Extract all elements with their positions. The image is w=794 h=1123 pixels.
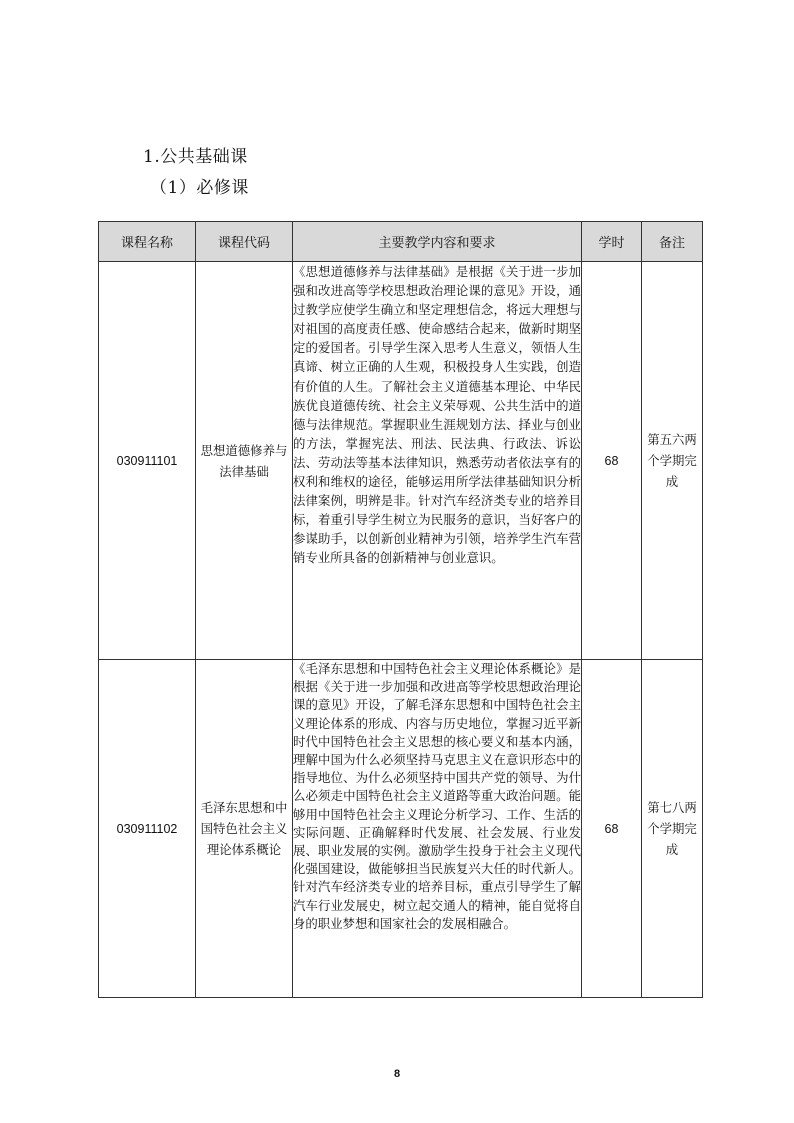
course-code-cell: 030911101 [99,262,196,660]
course-content-text: 《思想道德修养与法律基础》是根据《关于进一步加强和改进高等学校思想政治理论课的意见》开设，通过教学应使学生确立和坚定理想信念，将远大理想与对祖国的高度责任感、使命感结合起来，做新时期坚定的爱国者。引导学生深入思考人生意义，领悟人生真谛、树立正确的人生观，积极投身人生实践，创造有价值的人生。了解社会主义道德基本理论、中华民族优良道德传统、社会主义荣辱观、公共生活中的道德与法律规范。掌握职业生涯规划方法、择业与创业的方法，掌握宪法、刑法、民法典、行政法、诉讼法、劳动法等基本法律知识，熟悉劳动者依法享有的权利和维权的途径，能够运用所学法律基础知识分析法律案例，明辨是非。针对汽车经济类专业的培养目标，着重引导学生树立为民服务的意识，当好客户的参谋助手，以创新创业精神为引领，培养学生汽车营销专业所具备的创新精神与创业意识。 [293,264,581,566]
table-row [99,660,703,998]
header-notes: 备注 [642,222,703,262]
subsection-title: （1）必修课 [150,178,249,198]
course-content-cell [293,262,582,660]
course-content-cell [293,660,582,998]
course-hours-cell: 68 [582,660,642,998]
header-main-content: 主要教学内容和要求 [293,222,582,262]
course-note-cell: 第七八两个学期完成 [642,660,703,998]
course-name-cell: 思想道德修养与法律基础 [196,262,293,660]
table-header-row [99,222,703,262]
header-course-code: 课程代码 [196,222,293,262]
header-course-name: 课程名称 [99,222,196,262]
section-title: 1.公共基础课 [143,147,248,167]
course-note-cell: 第五六两个学期完成 [642,262,703,660]
course-hours-cell: 68 [582,262,642,660]
page-number: 8 [393,1068,401,1080]
course-content-text: 《毛泽东思想和中国特色社会主义理论体系概论》是根据《关于进一步加强和改进高等学校思想政治理论课的意见》开设，了解毛泽东思想和中国特色社会主义理论体系的形成、内容与历史地位，掌握习近平新时代中国特色社会主义思想的核心要义和基本内涵，理解中国为什么必须坚持马克思主义在意识形态中的指导地位、为什么必须坚持中国共产党的领导、为什么必须走中国特色社会主义道路等重大政治问题。能够用中国特色社会主义理论分析学习、工作、生活的实际问题、正确解释时代发展、社会发展、行业发展、职业发展的实例。激励学生投身于社会主义现代化强国建设，做能够担当民族复兴大任的时代新人。针对汽车经济类专业的培养目标，重点引导学生了解汽车行业发展史，树立起交通人的精神，能自觉将自身的职业梦想和国家社会的发展相融合。 [293,661,581,931]
header-hours: 学时 [582,222,642,262]
course-table [98,221,703,998]
table-row [99,262,703,660]
course-name-cell: 毛泽东思想和中国特色社会主义理论体系概论 [196,660,293,998]
course-code-cell: 030911102 [99,660,196,998]
